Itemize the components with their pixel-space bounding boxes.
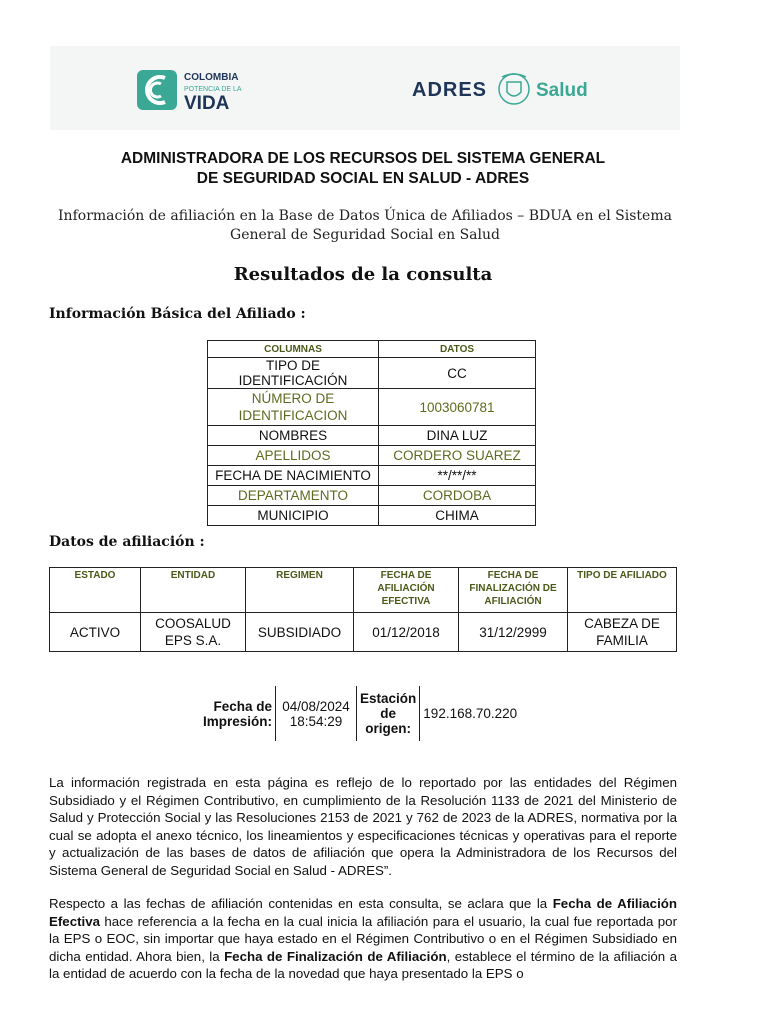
column-header-tipo-afiliado: TIPO DE AFILIADO [568,568,677,613]
table-row [208,466,536,486]
subtitle-line2: General de Seguridad Social en Salud [230,227,500,243]
organization-title-line2: DE SEGURIDAD SOCIAL EN SALUD - ADRES [196,170,530,187]
table-row [50,613,677,652]
field-label: NOMBRES [208,426,379,446]
organization-title-line1: ADMINISTRADORA DE LOS RECURSOS DEL SISTEMA GENERAL [120,150,606,167]
field-value: CC [379,358,536,389]
print-date-label: Fecha de Impresión: [203,698,273,729]
print-date-value: 04/08/2024 18:54:29 [276,686,357,741]
field-label: APELLIDOS [208,446,379,466]
results-title: Resultados de la consulta [233,264,493,285]
basic-info-table [207,340,536,526]
column-header-fecha-afiliacion: FECHA DE AFILIACIÓN EFECTIVA [354,568,459,613]
organization-title [60,149,666,189]
colombia-potencia-logo [137,69,249,111]
paragraph2-text: hace referencia a la fecha en la cual inicia la afiliación para el usuario, la cual fue reportada por la EPS o EOC, sin importar que haya estado en el Régimen Contributivo o en el Régimen Subsidiado en dicha entidad. Ahora bien, la [49,913,677,964]
basic-info-heading: Información Básica del Afiliado : [49,306,306,322]
colombia-coat-of-arms-icon [499,74,529,104]
field-value: CHIMA [379,506,536,526]
legal-paragraph-2 [49,895,677,983]
salud-wordmark: Salud [536,80,588,101]
field-value: CORDOBA [379,486,536,506]
cell-tipo-afiliado: CABEZA DE FAMILIA [568,613,677,652]
field-label: MUNICIPIO [208,506,379,526]
table-row [208,426,536,446]
cell-estado: ACTIVO [50,613,141,652]
cell-regimen: SUBSIDIADO [246,613,354,652]
cell-entidad: COOSALUD EPS S.A. [141,613,246,652]
cell-fecha-afiliacion: 01/12/2018 [354,613,459,652]
paragraph2-text: , establece el término de la afiliación a la entidad de acuerdo con la fecha de la novedad que haya presentado la EPS o [49,948,677,981]
affiliation-heading: Datos de afiliación : [49,534,205,550]
adres-salud-logo [410,68,600,110]
column-header-estado: ESTADO [50,568,141,613]
cell-fecha-finalizacion: 31/12/2999 [459,613,568,652]
origin-station-label: Estación de origen: [360,691,417,736]
fecha-finalizacion-bold: Fecha de Finalización de Afiliación [224,948,447,964]
table-row [208,506,536,526]
fecha-afiliacion-efectiva-bold: Fecha de Afiliación Efectiva [49,896,678,929]
adres-wordmark: ADRES [412,79,488,101]
field-value: CORDERO SUAREZ [379,446,536,466]
column-header-entidad: ENTIDAD [141,568,246,613]
legal-paragraph-1: La información registrada en esta página es reflejo de lo reportado por las entidades del Régimen Subsidiado y el Régimen Contributivo, en cumplimiento de la Resolución 1133 de 2021 del Ministerio de Salud y Protección Social y las Resoluciones 2153 de 2021 y 762 de 2023 de la ADRES, normativa por la cual se adopta el anexo técnico, los lineamientos y especificaciones técnicas y operativas para el reporte y actualización de las bases de datos de afiliación que opera la Administradora de los Recursos del Sistema General de Seguridad Social en Salud - ADRES”. [49,775,677,878]
field-value: DINA LUZ [379,426,536,446]
field-value: **/**/** [379,466,536,486]
print-info-table [200,686,526,741]
field-label: NÚMERO DE IDENTIFICACION [208,389,379,426]
table-row [208,486,536,506]
origin-station-value: 192.168.70.220 [420,686,527,741]
table-row [208,358,536,389]
field-label: TIPO DE IDENTIFICACIÓN [208,358,379,389]
logo-potencia-text: POTENCIA DE LA [184,86,242,93]
document-subtitle [45,207,685,245]
table-row [208,446,536,466]
table-row [208,389,536,426]
paragraph2-text: Respecto a las fechas de afiliación contenidas en esta consulta, se aclara que la [49,896,553,911]
affiliation-table [49,567,677,652]
column-header-columnas: COLUMNAS [208,341,379,358]
column-header-datos: DATOS [379,341,536,358]
logo-vida-text: VIDA [184,93,230,111]
field-value: 1003060781 [379,389,536,426]
field-label: FECHA DE NACIMIENTO [208,466,379,486]
logo-colombia-text: COLOMBIA [184,72,239,83]
subtitle-line1: Información de afiliación en la Base de Datos Única de Afiliados – BDUA en el Sistema [58,208,672,224]
column-header-fecha-finalizacion: FECHA DE FINALIZACIÓN DE AFILIACIÓN [459,568,568,613]
column-header-regimen: REGIMEN [246,568,354,613]
field-label: DEPARTAMENTO [208,486,379,506]
